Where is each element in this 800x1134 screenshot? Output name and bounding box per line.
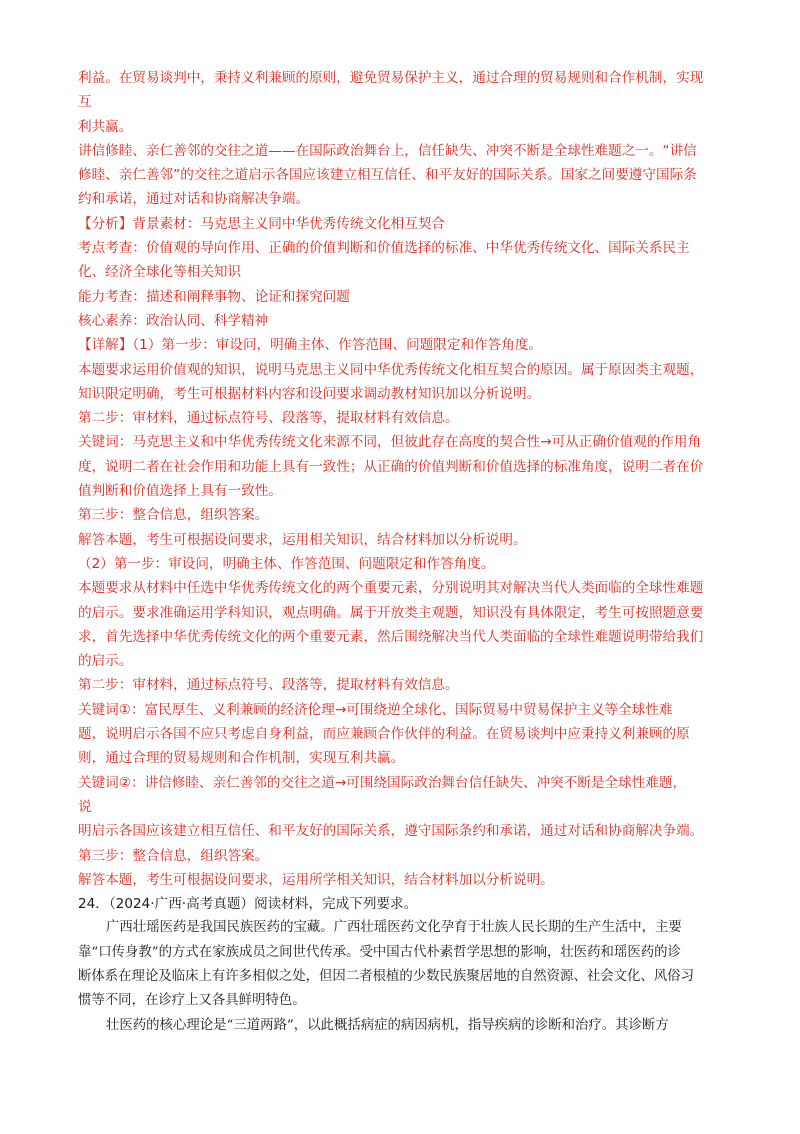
text-line: 24．（2024·广西·高考真题）阅读材料，完成下列要求。: [78, 896, 418, 913]
text-line: 考点考查：价值观的导向作用、正确的价值判断和价值选择的标准、中华优秀传统文化、国际关系民主: [78, 240, 690, 257]
text-line: 化、经济全球化等相关知识: [78, 264, 242, 281]
text-line: 本题要求运用价值观的知识，说明马克思主义同中华优秀传统文化相互契合的原因。属于原因类主观题，: [78, 361, 704, 378]
text-line: 利益。在贸易谈判中，秉持义利兼顾的原则，避免贸易保护主义，通过合理的贸易规则和合作机制，实现: [78, 70, 704, 86]
text-line: 解答本题，考生可根据设问要求，运用所学相关知识，结合材料加以分析说明。: [78, 871, 554, 888]
text-line: 关键词：马克思主义和中华优秀传统文化来源不同，但彼此存在高度的契合性→可从正确价值观的作用角: [78, 434, 702, 451]
text-line: 第二步：审材料，通过标点符号、段落等，提取材料有效信息。: [78, 677, 459, 694]
text-line: （2）第一步：审设问，明确主体、作答范围、问题限定和作答角度。: [78, 555, 495, 572]
text-line: 求，首先选择中华优秀传统文化的两个重要元素，然后围绕解决当代人类面临的全球性难题说明带给我们: [78, 628, 704, 645]
text-line: 的启示。要求准确运用学科知识，观点明确。属于开放类主观题，知识没有具体限定，考生可按照题意要: [78, 604, 704, 621]
text-line: 第三步：整合信息，组织答案。: [78, 507, 269, 524]
text-line: 利共赢。: [78, 118, 133, 135]
text-line: 则，通过合理的贸易规则和合作机制，实现互利共赢。: [78, 750, 405, 767]
text-line: 明启示各国应该建立相互信任、和平友好的国际关系，遵守国际条约和承诺，通过对话和协商解决争端。: [78, 823, 704, 840]
text-line: 【详解】（1）第一步：审设问，明确主体、作答范围、问题限定和作答角度。: [78, 337, 543, 354]
text-line: 壮医药的核心理论是“三道两路”，以此概括病症的病因病机，指导疾病的诊断和治疗。其诊断方: [106, 1017, 669, 1033]
text-line: 题，说明启示各国不应只考虑自身利益，而应兼顾合作伙伴的利益。在贸易谈判中应秉持义利兼顾的原: [78, 726, 690, 743]
text-line: 第三步：整合信息，组织答案。: [78, 847, 269, 864]
text-line: 能力考查：描述和阐释事物、论证和探究问题: [78, 288, 350, 305]
text-line: 本题要求从材料中任选中华优秀传统文化的两个重要元素，分别说明其对解决当代人类面临的全球性难题: [78, 580, 704, 597]
text-line: 说: [78, 798, 92, 815]
text-line: 的启示。: [78, 653, 133, 670]
text-line: 核心素养：政治认同、科学精神: [78, 312, 269, 329]
text-line: 修睦、亲仁善邻”的交往之道启示各国应该建立相互信任、和平友好的国际关系。国家之间要遵守国际条: [78, 167, 697, 184]
text-line: 讲信修睦、亲仁善邻的交往之道——在国际政治舞台上，信任缺失、冲突不断是全球性难题之一。“讲信: [78, 142, 697, 159]
text-line: 互: [78, 94, 92, 111]
text-line: 【分析】背景素材：马克思主义同中华优秀传统文化相互契合: [78, 215, 446, 232]
text-line: 度，说明二者在社会作用和功能上具有一致性；从正确的价值判断和价值选择的标准角度，说明二者在价: [78, 458, 704, 475]
text-line: 知识限定明确，考生可根据材料内容和设问要求调动教材知识加以分析说明。: [78, 385, 541, 402]
text-line: 断体系在理论及临床上有许多相似之处，但因二者根植的少数民族聚居地的自然资源、社会文化、风俗习: [78, 968, 694, 984]
text-body: [78, 66, 728, 1038]
text-line: 关键词②：讲信修睦、亲仁善邻的交往之道→可围绕国际政治舞台信任缺失、冲突不断是全球性难题，: [78, 774, 687, 791]
text-line: 值判断和价值选择上具有一致性。: [78, 483, 282, 500]
text-line: 惯等不同，在诊疗上又各具鲜明特色。: [78, 993, 306, 1009]
text-line: 广西壮瑶医药是我国民族医药的宝藏。广西壮瑶医药文化孕育于壮族人民长期的生产生活中，主要: [106, 920, 682, 936]
text-line: 约和承诺，通过对话和协商解决争端。: [78, 191, 310, 208]
text-line: 第二步：审材料，通过标点符号、段落等，提取材料有效信息。: [78, 410, 459, 427]
text-line: 关键词①：富民厚生、义利兼顾的经济伦理→可围绕逆全球化、国际贸易中贸易保护主义等全球性难: [78, 701, 673, 718]
text-line: 靠“口传身教”的方式在家族成员之间世代传承。受中国古代朴素哲学思想的影响，壮医药和瑶医药的诊: [78, 944, 681, 960]
text-line: 解答本题，考生可根据设问要求，运用相关知识，结合材料加以分析说明。: [78, 531, 527, 548]
